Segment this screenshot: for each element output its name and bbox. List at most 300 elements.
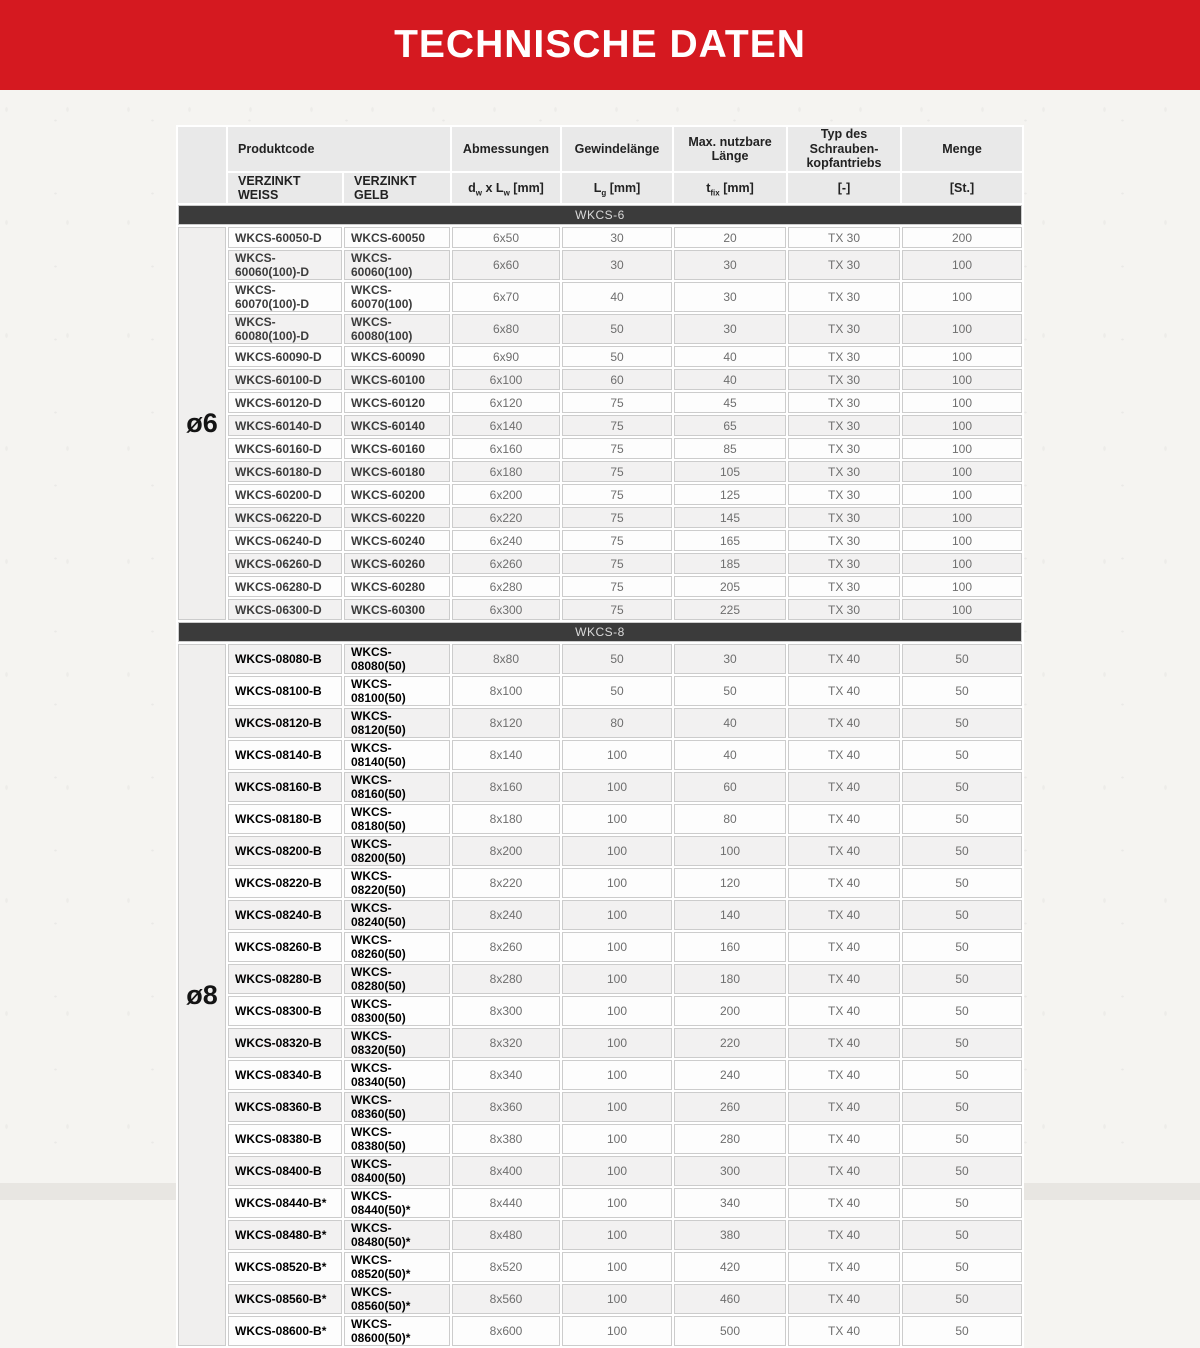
cell-code-gelb: WKCS-60090 xyxy=(344,346,450,367)
cell-gewindelaenge: 75 xyxy=(562,438,672,459)
table-row xyxy=(178,676,1022,706)
cell-code-weiss: WKCS-08180-B xyxy=(228,804,342,834)
cell-gewindelaenge: 100 xyxy=(562,1156,672,1186)
table-row xyxy=(178,740,1022,770)
cell-menge: 100 xyxy=(902,461,1022,482)
table-row xyxy=(178,804,1022,834)
cell-menge: 50 xyxy=(902,964,1022,994)
cell-tfix: 145 xyxy=(674,507,786,528)
cell-tfix: 380 xyxy=(674,1220,786,1250)
cell-gewindelaenge: 75 xyxy=(562,507,672,528)
cell-code-weiss: WKCS-60160-D xyxy=(228,438,342,459)
cell-code-gelb: WKCS-60140 xyxy=(344,415,450,436)
cell-tfix: 65 xyxy=(674,415,786,436)
cell-abmessung: 6x300 xyxy=(452,599,560,620)
cell-tfix: 185 xyxy=(674,553,786,574)
cell-abmessung: 8x380 xyxy=(452,1124,560,1154)
cell-code-weiss: WKCS-60140-D xyxy=(228,415,342,436)
cell-abmessung: 8x200 xyxy=(452,836,560,866)
table-row xyxy=(178,369,1022,390)
cell-tfix: 160 xyxy=(674,932,786,962)
cell-antrieb: TX 40 xyxy=(788,1124,900,1154)
cell-gewindelaenge: 100 xyxy=(562,1316,672,1346)
cell-abmessung: 6x50 xyxy=(452,227,560,248)
table-row xyxy=(178,1124,1022,1154)
cell-tfix: 80 xyxy=(674,804,786,834)
cell-menge: 100 xyxy=(902,314,1022,344)
cell-gewindelaenge: 75 xyxy=(562,484,672,505)
cell-code-weiss: WKCS-06220-D xyxy=(228,507,342,528)
cell-abmessung: 8x520 xyxy=(452,1252,560,1282)
cell-antrieb: TX 30 xyxy=(788,415,900,436)
cell-abmessung: 6x280 xyxy=(452,576,560,597)
cell-code-gelb: WKCS-08220(50) xyxy=(344,868,450,898)
cell-antrieb: TX 40 xyxy=(788,708,900,738)
cell-tfix: 205 xyxy=(674,576,786,597)
table-row xyxy=(178,1284,1022,1314)
cell-gewindelaenge: 100 xyxy=(562,836,672,866)
cell-tfix: 40 xyxy=(674,708,786,738)
cell-code-gelb: WKCS-60080(100) xyxy=(344,314,450,344)
subheader-gewindelaenge-unit: $L_g$ [mm] xyxy=(562,173,672,203)
cell-menge: 50 xyxy=(902,1124,1022,1154)
table-row xyxy=(178,1092,1022,1122)
cell-gewindelaenge: 100 xyxy=(562,1252,672,1282)
table-row xyxy=(178,227,1022,248)
table-head xyxy=(178,127,1022,203)
cell-code-weiss: WKCS-08380-B xyxy=(228,1124,342,1154)
diameter-label: ø8 xyxy=(178,644,226,1346)
cell-gewindelaenge: 75 xyxy=(562,576,672,597)
cell-gewindelaenge: 60 xyxy=(562,369,672,390)
cell-antrieb: TX 30 xyxy=(788,392,900,413)
cell-abmessung: 8x480 xyxy=(452,1220,560,1250)
cell-tfix: 420 xyxy=(674,1252,786,1282)
cell-abmessung: 8x440 xyxy=(452,1188,560,1218)
diameter-label: ø6 xyxy=(178,227,226,620)
cell-code-weiss: WKCS-08200-B xyxy=(228,836,342,866)
table-row xyxy=(178,1156,1022,1186)
page-title: TECHNISCHE DATEN xyxy=(394,23,806,66)
header-menge: Menge xyxy=(902,127,1022,171)
subheader-verzinkt-weiss: VERZINKT WEISS xyxy=(228,173,342,203)
cell-menge: 100 xyxy=(902,415,1022,436)
table-row xyxy=(178,1188,1022,1218)
cell-gewindelaenge: 100 xyxy=(562,1188,672,1218)
table-row xyxy=(178,1252,1022,1282)
cell-code-weiss: WKCS-08160-B xyxy=(228,772,342,802)
cell-code-weiss: WKCS-08400-B xyxy=(228,1156,342,1186)
cell-code-weiss: WKCS-08300-B xyxy=(228,996,342,1026)
cell-menge: 50 xyxy=(902,1092,1022,1122)
cell-menge: 100 xyxy=(902,438,1022,459)
table-row xyxy=(178,1060,1022,1090)
cell-code-gelb: WKCS-60280 xyxy=(344,576,450,597)
cell-menge: 50 xyxy=(902,1316,1022,1346)
cell-antrieb: TX 40 xyxy=(788,644,900,674)
cell-antrieb: TX 40 xyxy=(788,1284,900,1314)
table-row xyxy=(178,415,1022,436)
cell-tfix: 200 xyxy=(674,996,786,1026)
cell-code-weiss: WKCS-60180-D xyxy=(228,461,342,482)
cell-gewindelaenge: 75 xyxy=(562,530,672,551)
cell-abmessung: 6x90 xyxy=(452,346,560,367)
cell-abmessung: 8x160 xyxy=(452,772,560,802)
cell-abmessung: 8x100 xyxy=(452,676,560,706)
cell-gewindelaenge: 100 xyxy=(562,740,672,770)
cell-menge: 100 xyxy=(902,282,1022,312)
cell-tfix: 300 xyxy=(674,1156,786,1186)
section-band-row xyxy=(178,622,1022,642)
table-row xyxy=(178,964,1022,994)
cell-abmessung: 8x320 xyxy=(452,1028,560,1058)
cell-abmessung: 8x600 xyxy=(452,1316,560,1346)
cell-code-weiss: WKCS-08440-B* xyxy=(228,1188,342,1218)
cell-antrieb: TX 40 xyxy=(788,964,900,994)
cell-tfix: 30 xyxy=(674,282,786,312)
cell-tfix: 50 xyxy=(674,676,786,706)
cell-tfix: 240 xyxy=(674,1060,786,1090)
cell-antrieb: TX 40 xyxy=(788,1156,900,1186)
cell-antrieb: TX 40 xyxy=(788,836,900,866)
cell-menge: 100 xyxy=(902,392,1022,413)
cell-code-gelb: WKCS-60200 xyxy=(344,484,450,505)
cell-code-weiss: WKCS-06300-D xyxy=(228,599,342,620)
cell-tfix: 225 xyxy=(674,599,786,620)
cell-menge: 50 xyxy=(902,1220,1022,1250)
cell-antrieb: TX 40 xyxy=(788,1188,900,1218)
cell-code-gelb: WKCS-08140(50) xyxy=(344,740,450,770)
cell-code-weiss: WKCS-08080-B xyxy=(228,644,342,674)
cell-gewindelaenge: 100 xyxy=(562,964,672,994)
cell-code-gelb: WKCS-08080(50) xyxy=(344,644,450,674)
table-row xyxy=(178,282,1022,312)
cell-menge: 50 xyxy=(902,1284,1022,1314)
table-row xyxy=(178,484,1022,505)
cell-code-weiss: WKCS-08240-B xyxy=(228,900,342,930)
cell-gewindelaenge: 50 xyxy=(562,644,672,674)
cell-code-gelb: WKCS-08380(50) xyxy=(344,1124,450,1154)
cell-code-gelb: WKCS-08560(50)* xyxy=(344,1284,450,1314)
cell-code-gelb: WKCS-60300 xyxy=(344,599,450,620)
cell-gewindelaenge: 100 xyxy=(562,1220,672,1250)
cell-code-weiss: WKCS-60080(100)-D xyxy=(228,314,342,344)
subheader-verzinkt-gelb: VERZINKT GELB xyxy=(344,173,450,203)
cell-antrieb: TX 40 xyxy=(788,1252,900,1282)
header-typ-schraubenkopfantrieb: Typ des Schrauben-kopfantriebs xyxy=(788,127,900,171)
subheader-abmessungen-unit: $d_w$ x $L_w$ [mm] xyxy=(452,173,560,203)
technical-data-table xyxy=(176,125,1024,1348)
cell-abmessung: 6x220 xyxy=(452,507,560,528)
cell-abmessung: 6x120 xyxy=(452,392,560,413)
cell-tfix: 30 xyxy=(674,644,786,674)
section-wkcs-6 xyxy=(178,205,1022,620)
cell-antrieb: TX 40 xyxy=(788,676,900,706)
table-row xyxy=(178,438,1022,459)
cell-gewindelaenge: 100 xyxy=(562,932,672,962)
cell-tfix: 220 xyxy=(674,1028,786,1058)
cell-menge: 50 xyxy=(902,644,1022,674)
cell-antrieb: TX 30 xyxy=(788,314,900,344)
cell-antrieb: TX 40 xyxy=(788,772,900,802)
cell-menge: 50 xyxy=(902,868,1022,898)
cell-code-gelb: WKCS-08160(50) xyxy=(344,772,450,802)
cell-code-weiss: WKCS-06240-D xyxy=(228,530,342,551)
cell-menge: 50 xyxy=(902,1156,1022,1186)
cell-code-gelb: WKCS-08520(50)* xyxy=(344,1252,450,1282)
cell-menge: 50 xyxy=(902,772,1022,802)
subheader-antrieb-unit: [-] xyxy=(788,173,900,203)
cell-code-gelb: WKCS-08400(50) xyxy=(344,1156,450,1186)
cell-code-weiss: WKCS-06260-D xyxy=(228,553,342,574)
cell-tfix: 105 xyxy=(674,461,786,482)
cell-abmessung: 8x220 xyxy=(452,868,560,898)
section-band-label: WKCS-8 xyxy=(178,622,1022,642)
cell-code-weiss: WKCS-08260-B xyxy=(228,932,342,962)
cell-menge: 50 xyxy=(902,932,1022,962)
cell-gewindelaenge: 50 xyxy=(562,314,672,344)
cell-antrieb: TX 30 xyxy=(788,553,900,574)
table-row xyxy=(178,836,1022,866)
table-row xyxy=(178,599,1022,620)
cell-menge: 50 xyxy=(902,740,1022,770)
cell-gewindelaenge: 100 xyxy=(562,1124,672,1154)
cell-code-gelb: WKCS-60120 xyxy=(344,392,450,413)
cell-antrieb: TX 30 xyxy=(788,346,900,367)
table-row xyxy=(178,346,1022,367)
cell-abmessung: 8x280 xyxy=(452,964,560,994)
cell-code-gelb: WKCS-08260(50) xyxy=(344,932,450,962)
cell-gewindelaenge: 75 xyxy=(562,415,672,436)
section-wkcs-8 xyxy=(178,622,1022,1346)
table-row xyxy=(178,507,1022,528)
cell-tfix: 40 xyxy=(674,369,786,390)
cell-code-weiss: WKCS-60120-D xyxy=(228,392,342,413)
cell-abmessung: 8x180 xyxy=(452,804,560,834)
table-row xyxy=(178,314,1022,344)
table-row xyxy=(178,932,1022,962)
cell-antrieb: TX 40 xyxy=(788,900,900,930)
cell-code-gelb: WKCS-60220 xyxy=(344,507,450,528)
cell-menge: 100 xyxy=(902,250,1022,280)
cell-code-weiss: WKCS-60100-D xyxy=(228,369,342,390)
cell-code-gelb: WKCS-60160 xyxy=(344,438,450,459)
cell-abmessung: 8x140 xyxy=(452,740,560,770)
cell-tfix: 40 xyxy=(674,346,786,367)
cell-antrieb: TX 30 xyxy=(788,530,900,551)
cell-antrieb: TX 30 xyxy=(788,369,900,390)
cell-abmessung: 6x80 xyxy=(452,314,560,344)
subheader-tfix-unit: $t_{fix}$ [mm] xyxy=(674,173,786,203)
cell-menge: 100 xyxy=(902,530,1022,551)
cell-antrieb: TX 30 xyxy=(788,438,900,459)
cell-tfix: 140 xyxy=(674,900,786,930)
table-row xyxy=(178,1028,1022,1058)
cell-code-weiss: WKCS-60090-D xyxy=(228,346,342,367)
cell-code-weiss: WKCS-08600-B* xyxy=(228,1316,342,1346)
cell-gewindelaenge: 100 xyxy=(562,1092,672,1122)
cell-abmessung: 8x360 xyxy=(452,1092,560,1122)
cell-menge: 100 xyxy=(902,346,1022,367)
cell-code-weiss: WKCS-08120-B xyxy=(228,708,342,738)
cell-gewindelaenge: 75 xyxy=(562,392,672,413)
cell-tfix: 20 xyxy=(674,227,786,248)
cell-gewindelaenge: 75 xyxy=(562,599,672,620)
cell-code-weiss: WKCS-08280-B xyxy=(228,964,342,994)
cell-code-weiss: WKCS-08340-B xyxy=(228,1060,342,1090)
cell-gewindelaenge: 100 xyxy=(562,1028,672,1058)
cell-abmessung: 8x400 xyxy=(452,1156,560,1186)
cell-code-gelb: WKCS-08180(50) xyxy=(344,804,450,834)
cell-code-weiss: WKCS-08140-B xyxy=(228,740,342,770)
cell-abmessung: 8x80 xyxy=(452,644,560,674)
cell-code-gelb: WKCS-08320(50) xyxy=(344,1028,450,1058)
cell-tfix: 120 xyxy=(674,868,786,898)
cell-tfix: 40 xyxy=(674,740,786,770)
cell-code-gelb: WKCS-08600(50)* xyxy=(344,1316,450,1346)
cell-code-gelb: WKCS-08480(50)* xyxy=(344,1220,450,1250)
cell-gewindelaenge: 100 xyxy=(562,772,672,802)
cell-antrieb: TX 40 xyxy=(788,996,900,1026)
cell-tfix: 180 xyxy=(674,964,786,994)
cell-gewindelaenge: 30 xyxy=(562,227,672,248)
header-corner-cell xyxy=(178,127,226,203)
cell-abmessung: 8x260 xyxy=(452,932,560,962)
cell-gewindelaenge: 100 xyxy=(562,996,672,1026)
cell-gewindelaenge: 100 xyxy=(562,868,672,898)
technical-data-table-wrap xyxy=(176,125,1024,1348)
cell-tfix: 30 xyxy=(674,250,786,280)
cell-menge: 50 xyxy=(902,836,1022,866)
cell-code-gelb: WKCS-08120(50) xyxy=(344,708,450,738)
cell-code-gelb: WKCS-08440(50)* xyxy=(344,1188,450,1218)
table-row xyxy=(178,576,1022,597)
cell-code-weiss: WKCS-60200-D xyxy=(228,484,342,505)
table-row xyxy=(178,250,1022,280)
cell-menge: 50 xyxy=(902,1188,1022,1218)
cell-antrieb: TX 30 xyxy=(788,599,900,620)
cell-antrieb: TX 40 xyxy=(788,804,900,834)
cell-tfix: 165 xyxy=(674,530,786,551)
cell-abmessung: 8x120 xyxy=(452,708,560,738)
table-row xyxy=(178,461,1022,482)
cell-antrieb: TX 40 xyxy=(788,740,900,770)
cell-gewindelaenge: 80 xyxy=(562,708,672,738)
cell-abmessung: 6x240 xyxy=(452,530,560,551)
cell-antrieb: TX 30 xyxy=(788,282,900,312)
cell-tfix: 30 xyxy=(674,314,786,344)
cell-abmessung: 6x60 xyxy=(452,250,560,280)
cell-antrieb: TX 30 xyxy=(788,484,900,505)
table-row xyxy=(178,1316,1022,1346)
cell-menge: 200 xyxy=(902,227,1022,248)
cell-antrieb: TX 30 xyxy=(788,507,900,528)
table-row xyxy=(178,644,1022,674)
cell-code-weiss: WKCS-06280-D xyxy=(228,576,342,597)
table-row xyxy=(178,553,1022,574)
cell-menge: 100 xyxy=(902,369,1022,390)
cell-code-gelb: WKCS-60070(100) xyxy=(344,282,450,312)
cell-code-weiss: WKCS-08220-B xyxy=(228,868,342,898)
cell-menge: 50 xyxy=(902,1060,1022,1090)
cell-menge: 50 xyxy=(902,804,1022,834)
cell-antrieb: TX 40 xyxy=(788,1060,900,1090)
cell-tfix: 60 xyxy=(674,772,786,802)
cell-antrieb: TX 30 xyxy=(788,250,900,280)
cell-tfix: 260 xyxy=(674,1092,786,1122)
table-header-row xyxy=(178,127,1022,171)
cell-code-gelb: WKCS-08340(50) xyxy=(344,1060,450,1090)
cell-code-weiss: WKCS-60050-D xyxy=(228,227,342,248)
header-produktcode: Produktcode xyxy=(228,127,450,171)
cell-tfix: 280 xyxy=(674,1124,786,1154)
cell-code-weiss: WKCS-08360-B xyxy=(228,1092,342,1122)
cell-menge: 50 xyxy=(902,1252,1022,1282)
cell-menge: 50 xyxy=(902,900,1022,930)
cell-tfix: 500 xyxy=(674,1316,786,1346)
cell-gewindelaenge: 30 xyxy=(562,250,672,280)
cell-gewindelaenge: 75 xyxy=(562,553,672,574)
cell-gewindelaenge: 100 xyxy=(562,1284,672,1314)
cell-abmessung: 6x100 xyxy=(452,369,560,390)
cell-antrieb: TX 40 xyxy=(788,1092,900,1122)
table-row xyxy=(178,996,1022,1026)
table-row xyxy=(178,530,1022,551)
cell-code-weiss: WKCS-08480-B* xyxy=(228,1220,342,1250)
cell-code-gelb: WKCS-08240(50) xyxy=(344,900,450,930)
table-row xyxy=(178,708,1022,738)
cell-code-weiss: WKCS-08520-B* xyxy=(228,1252,342,1282)
cell-code-gelb: WKCS-08280(50) xyxy=(344,964,450,994)
header-max-nutzbare-laenge: Max. nutzbare Länge xyxy=(674,127,786,171)
cell-menge: 100 xyxy=(902,599,1022,620)
cell-gewindelaenge: 100 xyxy=(562,804,672,834)
cell-code-gelb: WKCS-08300(50) xyxy=(344,996,450,1026)
cell-tfix: 100 xyxy=(674,836,786,866)
cell-code-gelb: WKCS-60050 xyxy=(344,227,450,248)
title-banner xyxy=(0,0,1200,90)
cell-tfix: 125 xyxy=(674,484,786,505)
cell-code-gelb: WKCS-08360(50) xyxy=(344,1092,450,1122)
table-row xyxy=(178,772,1022,802)
cell-gewindelaenge: 100 xyxy=(562,1060,672,1090)
cell-abmessung: 8x560 xyxy=(452,1284,560,1314)
cell-antrieb: TX 30 xyxy=(788,227,900,248)
cell-code-gelb: WKCS-60100 xyxy=(344,369,450,390)
cell-code-weiss: WKCS-08320-B xyxy=(228,1028,342,1058)
cell-abmessung: 6x160 xyxy=(452,438,560,459)
cell-antrieb: TX 40 xyxy=(788,868,900,898)
cell-abmessung: 6x180 xyxy=(452,461,560,482)
cell-tfix: 340 xyxy=(674,1188,786,1218)
cell-antrieb: TX 40 xyxy=(788,1220,900,1250)
cell-abmessung: 6x200 xyxy=(452,484,560,505)
cell-abmessung: 8x300 xyxy=(452,996,560,1026)
cell-code-weiss: WKCS-60060(100)-D xyxy=(228,250,342,280)
cell-gewindelaenge: 75 xyxy=(562,461,672,482)
table-subheader-row xyxy=(178,173,1022,203)
cell-code-weiss: WKCS-08100-B xyxy=(228,676,342,706)
cell-code-gelb: WKCS-60240 xyxy=(344,530,450,551)
table-row xyxy=(178,900,1022,930)
table-row xyxy=(178,1220,1022,1250)
cell-tfix: 460 xyxy=(674,1284,786,1314)
cell-code-gelb: WKCS-60180 xyxy=(344,461,450,482)
section-band-label: WKCS-6 xyxy=(178,205,1022,225)
subheader-menge-unit: [St.] xyxy=(902,173,1022,203)
cell-code-gelb: WKCS-08200(50) xyxy=(344,836,450,866)
cell-tfix: 45 xyxy=(674,392,786,413)
